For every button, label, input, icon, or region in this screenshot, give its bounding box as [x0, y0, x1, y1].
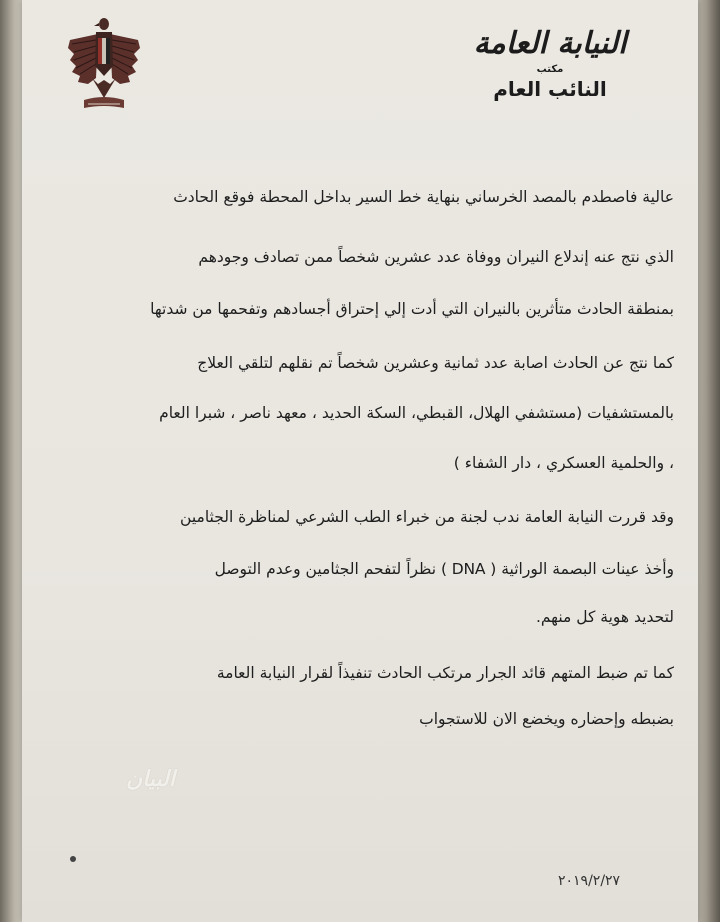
body-line: لتحديد هوية كل منهم. — [535, 608, 674, 626]
body-line: بضبطه وإحضاره ويخضع الان للاستجواب — [419, 710, 674, 728]
body-line: بالمستشفيات (مستشفي الهلال، القبطي، السكة الحديد ، معهد ناصر ، شبرا العام — [159, 404, 674, 422]
org-title: النيابة العامة — [473, 26, 627, 61]
letterhead — [440, 26, 660, 102]
document-date: ٢٠١٩/٢/٢٧ — [558, 873, 621, 889]
body-line: الذي نتج عنه إندلاع النيران ووفاة عدد عشرين شخصاً ممن تصادف وجودهم — [198, 248, 674, 266]
egyptian-eagle-icon — [66, 14, 142, 118]
ink-dot — [70, 856, 76, 862]
body-line: كما نتج عن الحادث اصابة عدد ثمانية وعشرين شخصاً تم نقلهم لتلقي العلاج — [197, 354, 674, 372]
body-line: عالية فاصطدم بالمصد الخرساني بنهاية خط السير بداخل المحطة فوقع الحادث — [173, 188, 674, 206]
body-line: بمنطقة الحادث متأثرين بالنيران التي أدت إلي إحتراق أجسادهم وتفحمها من شدتها — [150, 300, 674, 318]
body-line: وأخذ عينات البصمة الوراثية ( DNA ) نظراً لتفحم الجثامين وعدم التوصل — [214, 560, 674, 578]
body-line: كما تم ضبط المتهم قائد الجرار مرتكب الحادث تنفيذاً لقرار النيابة العامة — [216, 664, 674, 682]
body-line: وقد قررت النيابة العامة ندب لجنة من خبراء الطب الشرعي لمناظرة الجثامين — [180, 508, 674, 526]
role-title: النائب العام — [493, 77, 607, 101]
office-label: مكتب — [536, 64, 564, 75]
watermark: البيان — [126, 766, 175, 792]
body-line: ، والحلمية العسكري ، دار الشفاء ) — [453, 454, 674, 472]
